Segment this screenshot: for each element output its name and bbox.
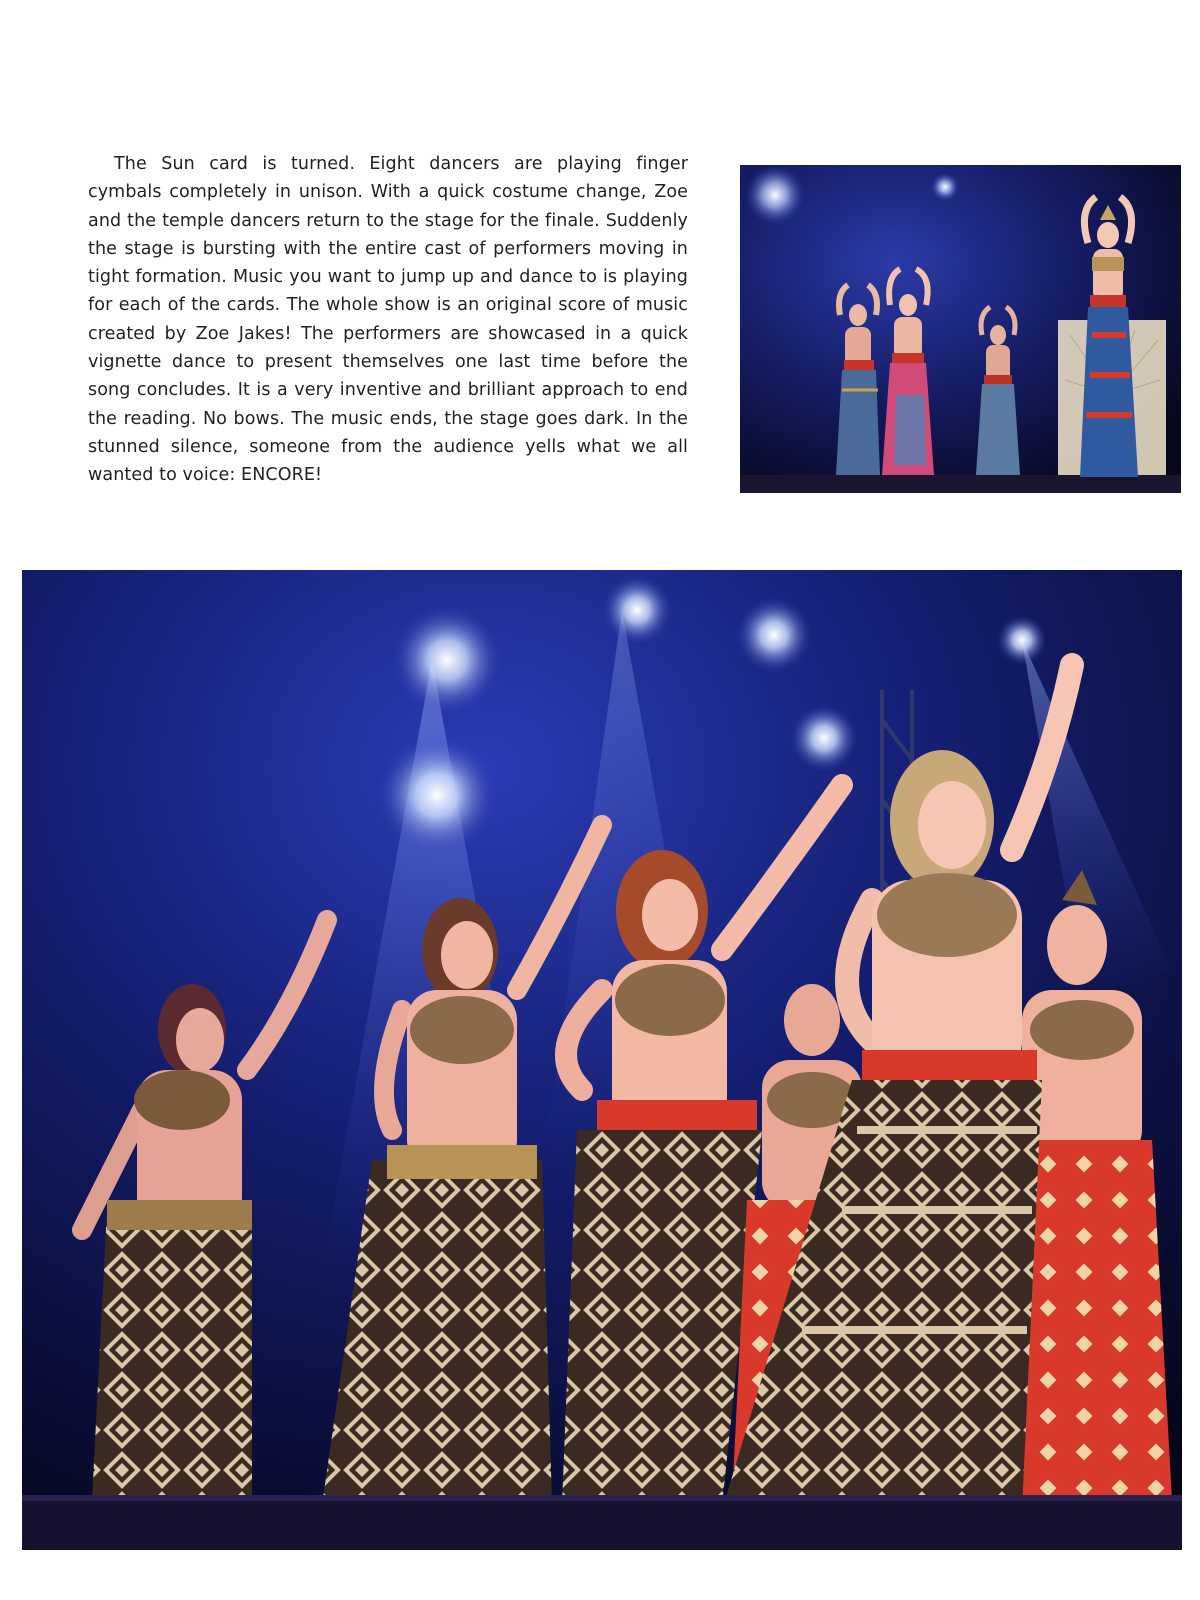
stage-photo-temple-dancers: [740, 165, 1181, 493]
finale-illustration: [22, 570, 1182, 1550]
temple-dancers-illustration: [740, 165, 1181, 493]
stage-photo-finale: [22, 570, 1182, 1550]
article-paragraph: The Sun card is turned. Eight dancers are playing finger cymbals completely in unison. With a quick costume change, Zoe and the temple dancers return to the stage for the finale. Suddenly the stage is bursting with the entire cast of performers moving in tight formation. Music you want to jump up and dance to is playing for each of the cards. The whole show is an original score of music created by Zoe Jakes! The performers are showcased in a quick vignette dance to present themselves one last time before the song concludes. It is a very inventive and brilliant approach to end the reading. No bows. The music ends, the stage goes dark. In the stunned silence, someone from the audience yells what we all wanted to voice: ENCORE!: [88, 154, 688, 486]
article-body: [88, 150, 688, 490]
